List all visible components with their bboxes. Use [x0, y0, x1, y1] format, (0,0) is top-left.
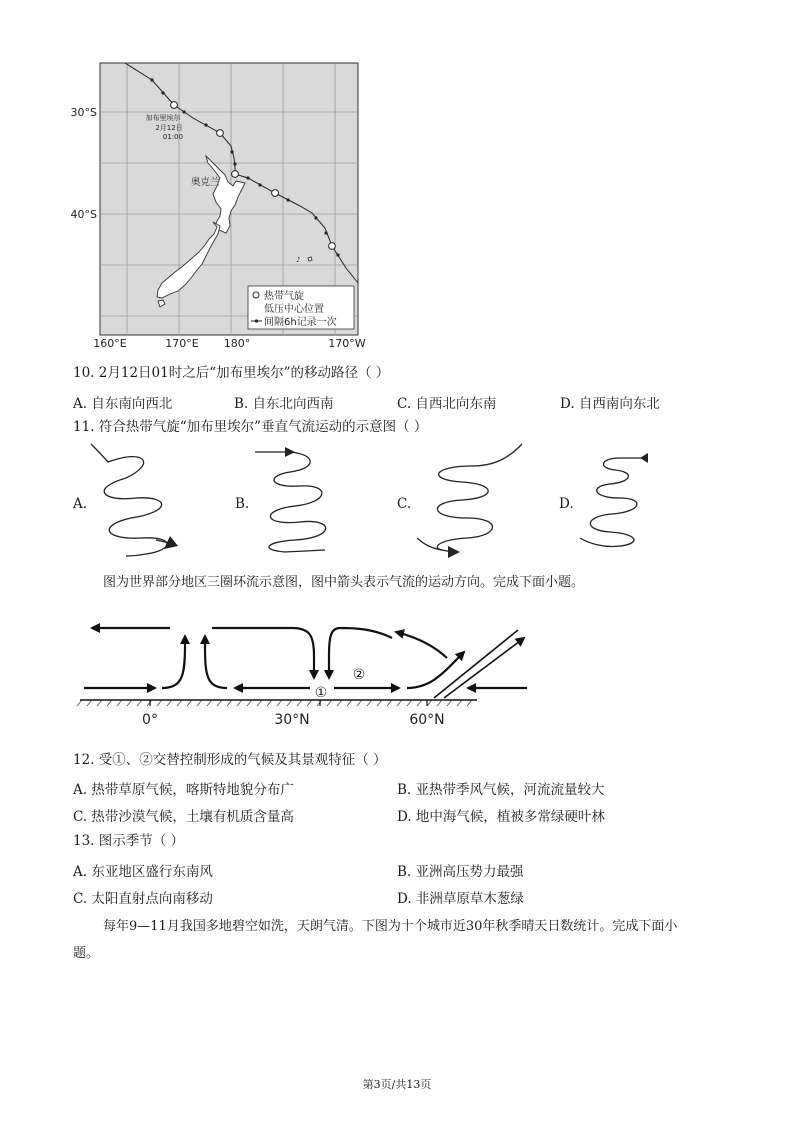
lon-label-170e: 170°E	[165, 337, 199, 350]
intro-sunny-days-line1: 每年9—11月我国多地碧空如洗，天朗气清。下图为十个城市近30年秋季晴天日数统计。完成下面小	[103, 919, 678, 934]
lon-label-160e: 160°E	[93, 337, 127, 350]
q12-option-b[interactable]: B. 亚热带季风气候，河流流量较大	[397, 782, 605, 798]
question-12: 12. 受①、②交替控制形成的气候及其景观特征（ ）	[73, 752, 387, 768]
lat-label-30n: 30°N	[274, 712, 310, 728]
q12-option-c[interactable]: C. 热带沙漠气候，土壤有机质含量高	[73, 809, 294, 825]
cyclone-name-label: 加布里埃尔	[145, 114, 181, 122]
q10-option-b[interactable]: B. 自东北向西南	[234, 396, 334, 412]
intro-sunny-days-line2: 题。	[73, 946, 100, 961]
q11-option-a[interactable]: A.	[73, 496, 88, 512]
lon-label-170w: 170°W	[328, 337, 366, 350]
map-legend	[248, 286, 354, 329]
q12-option-d[interactable]: D. 地中海气候，植被多常绿硬叶林	[397, 809, 605, 825]
cyclone-date-label: 2月12日	[155, 124, 183, 132]
chatham-islands	[308, 257, 312, 261]
cyclone-legend-icon	[253, 292, 259, 298]
question-11: 11. 符合热带气旋“加布里埃尔”垂直气流运动的示意图（ ）	[73, 419, 428, 435]
legend-interval: 间隔6h记录一次	[264, 317, 337, 328]
q13-option-b[interactable]: B. 亚洲高压势力最强	[397, 864, 524, 880]
lat-label-30s: 30°S	[70, 106, 97, 119]
q10-option-a[interactable]: A. 自东南向西北	[73, 396, 173, 412]
q13-option-c[interactable]: C. 太阳直射点向南移动	[73, 891, 213, 907]
q11-diagram-d	[570, 440, 680, 569]
rising-air-right	[205, 636, 227, 688]
rising-air-left	[162, 636, 185, 688]
q13-option-d[interactable]: D. 非洲草原草木葱绿	[397, 891, 524, 907]
marker-1: ①	[314, 685, 328, 701]
q12-option-a[interactable]: A. 热带草原气候，喀斯特地貌分布广	[73, 782, 294, 798]
question-10: 10. 2月12日01时之后“加布里埃尔”的移动路径（ ）	[73, 365, 390, 381]
lon-label-180: 180°	[223, 337, 251, 350]
lat-label-0: 0°	[142, 712, 158, 728]
descending-air-arrow	[212, 628, 314, 678]
q13-option-a[interactable]: A. 东亚地区盛行东南风	[73, 864, 213, 880]
intro-circulation: 图为世界部分地区三圈环流示意图，图中箭头表示气流的运动方向。完成下面小题。	[103, 575, 585, 590]
cyclone-track-map	[70, 58, 370, 354]
q11-diagram-b	[245, 440, 355, 569]
question-13: 13. 图示季节（ ）	[73, 833, 185, 849]
legend-low-center: 低压中心位置	[264, 304, 324, 315]
q11-option-b[interactable]: B.	[235, 496, 250, 512]
q11-option-d[interactable]: D.	[559, 496, 574, 512]
polar-front-rising-arrow	[407, 652, 464, 688]
marker-2: ②	[352, 667, 366, 683]
q11-diagram-c	[412, 440, 532, 569]
page-number: 第3页/共13页	[362, 1078, 432, 1091]
cyclone-time-label: 01:00	[162, 133, 184, 141]
ferrel-upper-arrow	[396, 632, 447, 658]
chatham-mark: ♪	[296, 256, 301, 264]
lat-label-40s: 40°S	[70, 208, 97, 221]
q10-option-d[interactable]: D. 自西南向东北	[560, 396, 660, 412]
q11-option-c[interactable]: C.	[397, 496, 412, 512]
q11-diagram-a	[86, 440, 206, 569]
circulation-diagram	[72, 606, 542, 735]
city-label-auckland: 奥克兰	[191, 177, 220, 188]
lat-label-60n: 60°N	[409, 712, 445, 728]
legend-cyclone: 热带气旋	[264, 291, 304, 302]
q10-option-c[interactable]: C. 自西北向东南	[397, 396, 497, 412]
ground-hatching	[77, 700, 472, 706]
